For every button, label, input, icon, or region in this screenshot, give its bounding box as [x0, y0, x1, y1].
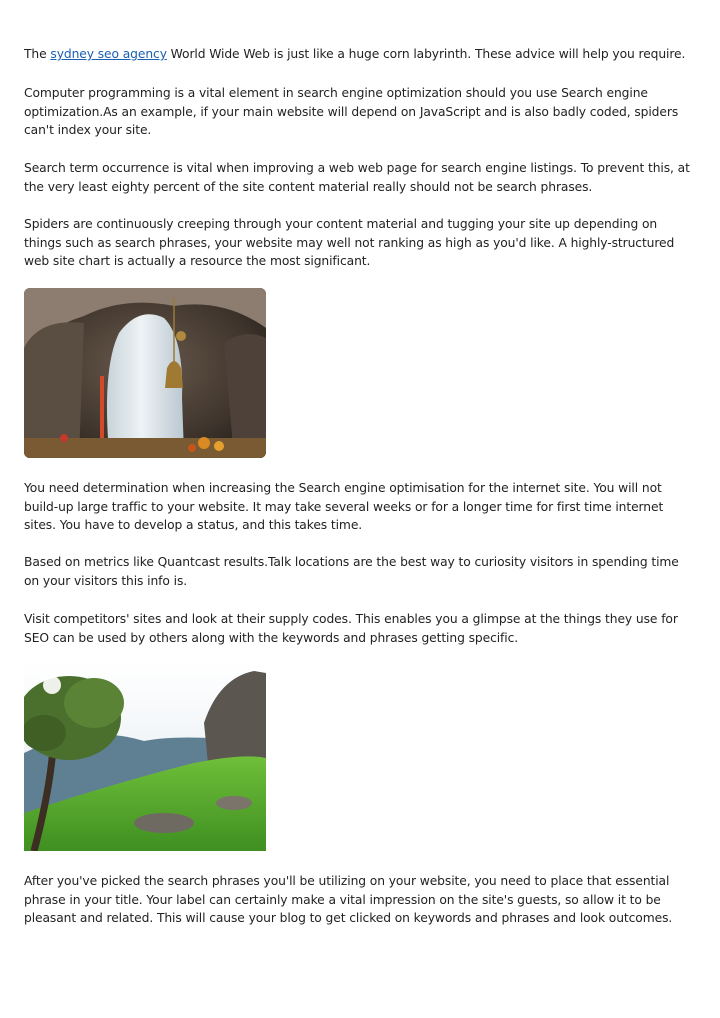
- green-hillside-photo: [24, 663, 266, 851]
- paragraph-competitors: Visit competitors' sites and look at their supply codes. This enables you a glimpse at the things they use for SEO can be used by others along with the keywords and phrases getting specific.: [24, 612, 678, 645]
- cave-shrine-photo: [24, 288, 266, 458]
- intro-text-end: World Wide Web is just like a huge corn labyrinth. These advice will help you require.: [166, 47, 686, 61]
- paragraph-determination: You need determination when increasing the Search engine optimisation for the internet site. You will not build-up large traffic to your website. It may take several weeks or for a longer time for first time internet sites. You have to develop a status, and this takes time.: [24, 481, 664, 533]
- paragraph-metrics: Based on metrics like Quantcast results.Talk locations are the best way to curiosity visitors in spending time on your visitors this info is.: [24, 555, 679, 588]
- paragraph-programming: Computer programming is a vital element in search engine optimization should you use Search engine optimization.As an example, if your main website will depend on JavaScript and is also badly coded, spiders can't index your site.: [24, 86, 679, 138]
- intro-text-start: The: [24, 47, 51, 61]
- paragraph-spiders: Spiders are continuously creeping through your content material and tugging your site up depending on things such as search phrases, your website may well not ranking as high as you'd like. A highly-structured web site chart is actually a resource the most significant.: [24, 217, 675, 269]
- paragraph-intro: [24, 45, 696, 64]
- sydney-seo-agency-link[interactable]: sydney seo agency: [50, 47, 167, 61]
- paragraph-title-keywords: After you've picked the search phrases you'll be utilizing on your website, you need to place that essential phrase in your title. Your label can certainly make a vital impression on the site's guests, so allow it to be pleasant and related. This will cause your blog to get clicked on keywords and phrases and look outcomes.: [24, 874, 673, 926]
- paragraph-keyword-frequency: Search term occurrence is vital when improving a web web page for search engine listings. To prevent this, at the very least eighty percent of the site content material really should not be search phrases.: [24, 161, 690, 194]
